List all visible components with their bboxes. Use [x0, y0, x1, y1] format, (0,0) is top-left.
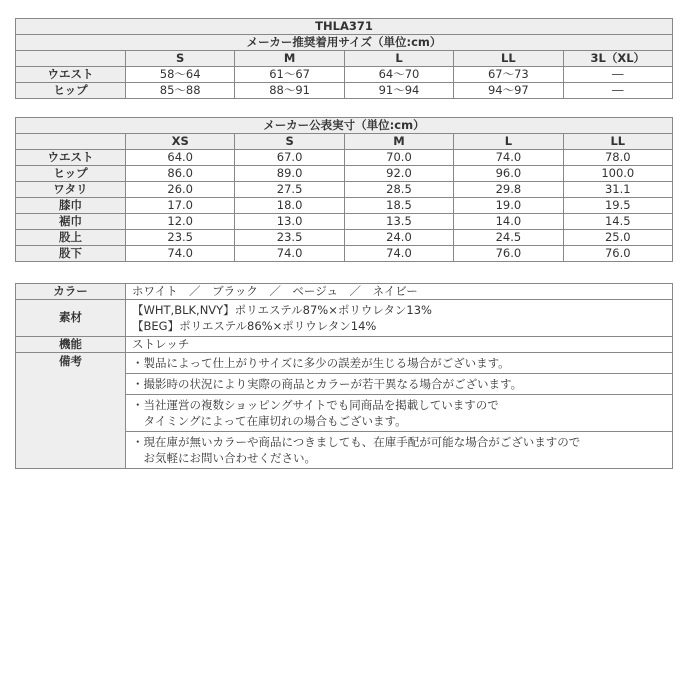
table-cell: 61～67	[235, 67, 344, 83]
material-line: 【WHT,BLK,NVY】ポリエステル87%×ポリウレタン13%	[132, 303, 432, 317]
table-cell: ―	[563, 83, 672, 99]
column-header: M	[235, 51, 344, 67]
material-label: 素材	[16, 300, 126, 337]
actual-size-header-row	[16, 134, 673, 150]
table-cell: 19.5	[563, 198, 672, 214]
table-cell: 89.0	[235, 166, 344, 182]
table-cell: 19.0	[454, 198, 563, 214]
table-cell: 100.0	[563, 166, 672, 182]
info-row-material	[16, 300, 673, 337]
table-row	[16, 214, 673, 230]
row-label: 膝巾	[16, 198, 126, 214]
product-info-table	[15, 283, 673, 469]
row-label: 裾巾	[16, 214, 126, 230]
notes-label: 備考	[16, 353, 126, 469]
table-cell: 18.0	[235, 198, 344, 214]
color-label: カラー	[16, 284, 126, 300]
table-cell: 13.5	[344, 214, 453, 230]
table-row	[16, 230, 673, 246]
row-label: ヒップ	[16, 166, 126, 182]
table-cell: 85～88	[126, 83, 235, 99]
note-item	[126, 395, 673, 432]
column-header: 3L（XL）	[563, 51, 672, 67]
note-line: ・撮影時の状況により実際の商品とカラーが若干異なる場合がございます。	[132, 377, 523, 391]
table-cell: 92.0	[344, 166, 453, 182]
column-header: S	[126, 51, 235, 67]
table-cell: 88～91	[235, 83, 344, 99]
table-cell: 13.0	[235, 214, 344, 230]
note-line: お気軽にお問い合わせください。	[132, 451, 316, 465]
row-label: ウエスト	[16, 67, 126, 83]
row-label: 股下	[16, 246, 126, 262]
table-cell: 58～64	[126, 67, 235, 83]
table-cell: 74.0	[126, 246, 235, 262]
column-header: S	[235, 134, 344, 150]
table-cell: 14.0	[454, 214, 563, 230]
table-cell: 29.8	[454, 182, 563, 198]
table-cell: 70.0	[344, 150, 453, 166]
recommended-size-header-row	[16, 51, 673, 67]
table-cell: 18.5	[344, 198, 453, 214]
column-header: L	[454, 134, 563, 150]
table-row	[16, 198, 673, 214]
note-line: ・現在庫が無いカラーや商品につきましても、在庫手配が可能な場合がございますので	[132, 435, 581, 449]
table-cell: 23.5	[235, 230, 344, 246]
function-label: 機能	[16, 337, 126, 353]
table-cell: 26.0	[126, 182, 235, 198]
info-row-notes	[16, 353, 673, 374]
column-header: LL	[563, 134, 672, 150]
table-cell: 78.0	[563, 150, 672, 166]
table-cell: 74.0	[235, 246, 344, 262]
table-row	[16, 83, 673, 99]
table-cell: 27.5	[235, 182, 344, 198]
table-cell: 74.0	[454, 150, 563, 166]
material-value	[126, 300, 673, 337]
table-row	[16, 166, 673, 182]
info-row-color	[16, 284, 673, 300]
table-cell: 94～97	[454, 83, 563, 99]
table-cell: 24.0	[344, 230, 453, 246]
row-label: ヒップ	[16, 83, 126, 99]
table-cell: 31.1	[563, 182, 672, 198]
material-line: 【BEG】ポリエステル86%×ポリウレタン14%	[132, 319, 377, 333]
note-item	[126, 432, 673, 469]
product-code: THLA371	[16, 19, 673, 35]
actual-size-heading: メーカー公表実寸（単位:cm）	[16, 118, 673, 134]
table-cell: 12.0	[126, 214, 235, 230]
table-cell: 91～94	[344, 83, 453, 99]
table-cell: 64.0	[126, 150, 235, 166]
table-cell: 96.0	[454, 166, 563, 182]
row-label: ワタリ	[16, 182, 126, 198]
table-row	[16, 182, 673, 198]
table-cell: 14.5	[563, 214, 672, 230]
function-value: ストレッチ	[126, 337, 673, 353]
table-cell: 76.0	[454, 246, 563, 262]
actual-size-table	[15, 117, 673, 262]
table-cell: ―	[563, 67, 672, 83]
row-label: 股上	[16, 230, 126, 246]
recommended-size-table	[15, 18, 673, 99]
table-cell: 64～70	[344, 67, 453, 83]
column-header: LL	[454, 51, 563, 67]
row-label: ウエスト	[16, 150, 126, 166]
table-cell: 67.0	[235, 150, 344, 166]
table-cell: 86.0	[126, 166, 235, 182]
column-header: XS	[126, 134, 235, 150]
table-cell: 28.5	[344, 182, 453, 198]
info-row-function	[16, 337, 673, 353]
table-cell: 67～73	[454, 67, 563, 83]
note-line: ・製品によって仕上がりサイズに多少の誤差が生じる場合がございます。	[132, 356, 510, 370]
table-row	[16, 67, 673, 83]
corner-cell	[16, 134, 126, 150]
table-row	[16, 246, 673, 262]
recommended-size-heading: メーカー推奨着用サイズ（単位:cm）	[16, 35, 673, 51]
note-item	[126, 353, 673, 374]
table-cell: 25.0	[563, 230, 672, 246]
note-item	[126, 374, 673, 395]
column-header: M	[344, 134, 453, 150]
table-cell: 23.5	[126, 230, 235, 246]
column-header: L	[344, 51, 453, 67]
table-cell: 17.0	[126, 198, 235, 214]
color-value: ホワイト ／ ブラック ／ ベージュ ／ ネイビー	[126, 284, 673, 300]
note-line: ・当社運営の複数ショッピングサイトでも同商品を掲載していますので	[132, 398, 499, 412]
table-cell: 24.5	[454, 230, 563, 246]
table-cell: 74.0	[344, 246, 453, 262]
corner-cell	[16, 51, 126, 67]
note-line: タイミングによって在庫切れの場合もございます。	[132, 414, 407, 428]
table-row	[16, 150, 673, 166]
table-cell: 76.0	[563, 246, 672, 262]
